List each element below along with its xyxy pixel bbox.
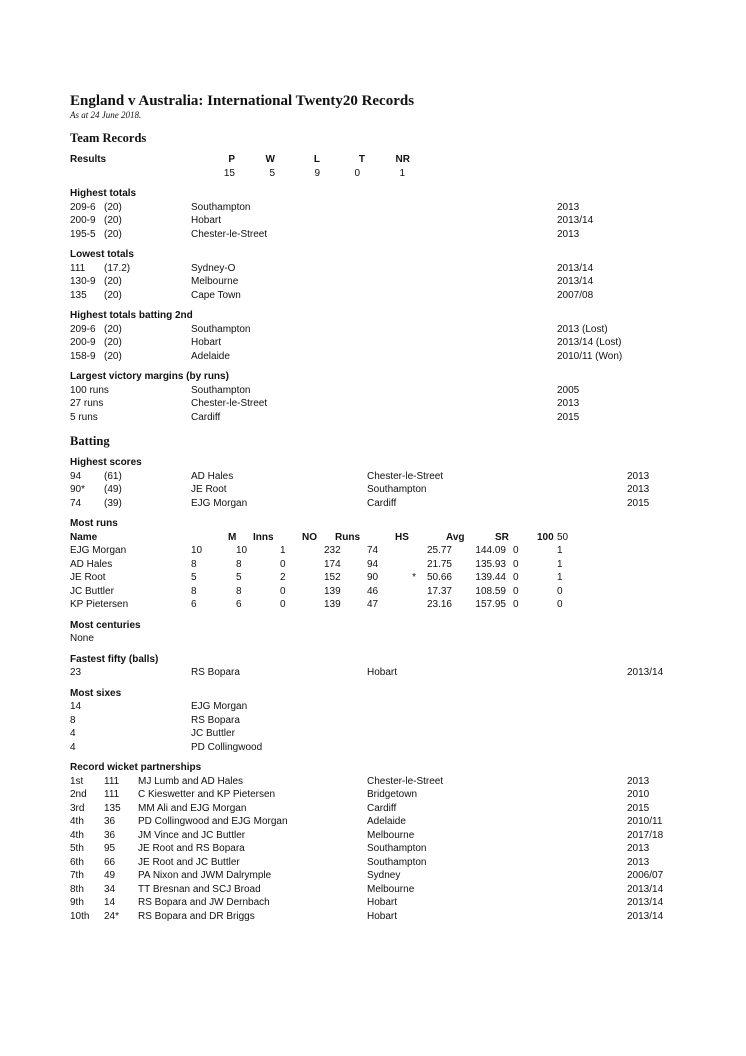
runs: 111: [104, 775, 120, 787]
venue: Melbourne: [191, 276, 239, 287]
overs: (20): [104, 289, 122, 301]
hundreds: 0: [513, 599, 519, 610]
strike-rate: 144.09: [475, 545, 506, 556]
venue: Southampton: [191, 201, 251, 213]
sixes-count: 8: [70, 714, 76, 726]
strike-rate: 108.59: [475, 585, 506, 597]
average: 25.77: [426, 545, 452, 556]
runs: 14: [104, 897, 116, 908]
results-value-l: 9: [314, 167, 320, 179]
runs: 111: [104, 789, 120, 800]
team-records-heading: Team Records: [70, 131, 147, 145]
table-row: [70, 201, 690, 215]
batting-heading: Batting: [70, 434, 110, 448]
runs: 49: [104, 870, 116, 881]
results-header-w: W: [265, 154, 275, 165]
wicket: 10th: [70, 910, 90, 922]
not-outs: 2: [280, 572, 286, 583]
venue: Southampton: [367, 484, 427, 495]
venue: Chester-le-Street: [191, 398, 268, 409]
margin: 5 runs: [70, 411, 98, 423]
season: 2010: [627, 789, 650, 800]
fifties: 1: [557, 545, 563, 556]
player-name: KP Pietersen: [70, 599, 129, 610]
venue: Hobart: [191, 215, 222, 226]
score: 90*: [70, 484, 86, 495]
score: 209-6: [70, 323, 96, 335]
season: 2013/14 (Lost): [557, 337, 622, 348]
results-header-p: P: [228, 154, 235, 165]
table-row: [70, 775, 690, 789]
venue: Melbourne: [367, 829, 415, 841]
overs: (20): [104, 350, 122, 362]
balls: (61): [104, 470, 122, 482]
wicket: 1st: [70, 775, 84, 787]
table-row: [70, 802, 690, 816]
player: RS Bopara: [191, 667, 240, 678]
runs: 174: [324, 558, 341, 570]
runs: 36: [104, 829, 116, 841]
sixes-count: 4: [70, 728, 76, 739]
table-row: [70, 214, 690, 228]
results-section: [70, 153, 690, 180]
strike-rate: 135.93: [475, 558, 506, 570]
document-subtitle: As at 24 June 2018.: [70, 110, 142, 120]
wicket: 6th: [70, 856, 84, 868]
hundreds: 0: [513, 545, 519, 556]
venue: Sydney-O: [191, 262, 236, 274]
table-row: [70, 323, 690, 337]
score: 200-9: [70, 215, 96, 226]
table-row: [70, 411, 690, 425]
balls: (49): [104, 484, 122, 495]
innings: 10: [236, 545, 248, 556]
season: 2013/14: [557, 276, 594, 287]
balls: (39): [104, 497, 122, 509]
season: 2013/14: [627, 897, 664, 908]
runs: 139: [324, 585, 341, 597]
most-centuries-value: None: [70, 633, 94, 644]
table-row: [70, 727, 690, 741]
table-row: [70, 350, 690, 364]
score: 209-6: [70, 201, 96, 213]
venue: Chester-le-Street: [191, 228, 268, 240]
table-row: [70, 856, 690, 870]
header-50: 50: [557, 531, 569, 543]
results-header-t: T: [358, 154, 365, 165]
section-heading: Record wicket partnerships: [70, 762, 202, 773]
runs: 135: [104, 802, 121, 814]
section-heading: Most centuries: [70, 619, 141, 631]
hundreds: 0: [513, 585, 519, 597]
season: 2013 (Lost): [557, 323, 608, 335]
season: 2013: [627, 775, 650, 787]
not-outs: 0: [280, 599, 286, 610]
table-row: [70, 883, 690, 897]
fastest-fifty-section: [70, 653, 690, 680]
margin: 100 runs: [70, 384, 109, 396]
player: AD Hales: [191, 470, 234, 482]
table-row: [70, 666, 690, 680]
header-hs: HS: [395, 531, 409, 543]
season: 2013: [627, 856, 650, 868]
fifties: 0: [557, 599, 563, 610]
header-avg: Avg: [446, 531, 465, 543]
margin: 27 runs: [70, 398, 104, 409]
season: 2015: [627, 497, 650, 509]
venue: Melbourne: [367, 883, 415, 895]
overs: (20): [104, 337, 122, 348]
players: TT Bresnan and SCJ Broad: [138, 883, 261, 895]
partnerships-section: [70, 761, 690, 923]
table-row: [70, 483, 690, 497]
wicket: 8th: [70, 883, 84, 895]
players: JE Root and JC Buttler: [138, 856, 240, 868]
innings: 6: [236, 599, 242, 610]
score: 135: [70, 289, 87, 301]
not-outs: 1: [280, 545, 286, 556]
sixes-count: 4: [70, 741, 76, 753]
season: 2013: [627, 484, 650, 495]
results-header-l: L: [313, 154, 320, 165]
overs: (20): [104, 215, 122, 226]
overs: (20): [104, 323, 122, 335]
strike-rate: 139.44: [475, 572, 506, 583]
player-name: AD Hales: [70, 558, 113, 570]
matches: 10: [191, 545, 203, 556]
section-heading: Highest scores: [70, 457, 142, 468]
results-value-nr: 1: [399, 167, 405, 179]
not-out-star: *: [412, 572, 416, 583]
overs: (20): [104, 276, 122, 287]
innings: 8: [236, 585, 242, 597]
high-score: 94: [367, 558, 379, 570]
section-heading: Most runs: [70, 518, 118, 529]
venue: Chester-le-Street: [367, 775, 444, 787]
season: 2015: [627, 802, 650, 814]
matches: 5: [191, 572, 197, 583]
player: EJG Morgan: [191, 701, 248, 712]
venue: Southampton: [191, 384, 251, 396]
players: JM Vince and JC Buttler: [138, 829, 246, 841]
runs: 232: [324, 545, 341, 556]
table-row: [70, 700, 690, 714]
header-sr: SR: [495, 531, 509, 543]
table-row: [70, 829, 690, 843]
most-centuries-section: [70, 619, 690, 646]
high-score: 46: [367, 585, 379, 597]
score: 200-9: [70, 337, 96, 348]
table-row: [70, 741, 690, 755]
player: RS Bopara: [191, 714, 240, 726]
venue: Southampton: [191, 323, 251, 335]
largest-victory-section: [70, 370, 690, 424]
table-row: [70, 842, 690, 856]
hundreds: 0: [513, 572, 519, 583]
venue: Sydney: [367, 870, 401, 881]
score: 195-5: [70, 228, 96, 240]
season: 2013/14: [627, 910, 664, 922]
fifties: 1: [557, 558, 563, 570]
highest-batting-2nd-section: [70, 309, 690, 363]
results-header-nr: NR: [395, 154, 410, 165]
header-name: Name: [70, 531, 98, 543]
season: 2010/11 (Won): [557, 350, 623, 362]
player-name: EJG Morgan: [70, 545, 127, 556]
document-title: England v Australia: International Twenty20 Records: [70, 93, 415, 109]
most-sixes-section: [70, 687, 690, 755]
season: 2013/14: [557, 215, 594, 226]
results-value-t: 0: [354, 167, 360, 179]
table-row: [70, 714, 690, 728]
not-outs: 0: [280, 558, 286, 570]
results-header-row: [70, 153, 690, 167]
table-row: [70, 470, 690, 484]
results-label: Results: [70, 154, 107, 165]
lowest-totals-section: [70, 248, 690, 302]
player-name: JE Root: [70, 572, 106, 583]
table-row: [70, 598, 690, 612]
sixes-count: 14: [70, 701, 82, 712]
section-heading: Most sixes: [70, 687, 122, 699]
table-row: [70, 544, 690, 558]
season: 2007/08: [557, 289, 594, 301]
season: 2013/14: [627, 883, 664, 895]
average: 21.75: [426, 558, 452, 570]
players: PD Collingwood and EJG Morgan: [138, 816, 288, 827]
runs: 152: [324, 572, 341, 583]
table-row: [70, 571, 690, 585]
strike-rate: 157.95: [475, 599, 506, 610]
document-page: [70, 92, 690, 930]
runs: 95: [104, 843, 116, 854]
table-row: [70, 228, 690, 242]
runs: 36: [104, 816, 116, 827]
venue: Cardiff: [367, 802, 397, 814]
table-row: [70, 397, 690, 411]
table-row: [70, 262, 690, 276]
venue: Chester-le-Street: [367, 470, 444, 482]
players: PA Nixon and JWM Dalrymple: [138, 870, 272, 881]
header-runs: Runs: [335, 531, 360, 543]
table-row: [70, 910, 690, 924]
venue: Cardiff: [367, 497, 397, 509]
season: 2005: [557, 384, 580, 396]
season: 2017/18: [627, 829, 664, 841]
table-row: [70, 384, 690, 398]
venue: Southampton: [367, 843, 427, 854]
venue: Hobart: [367, 910, 398, 922]
player-name: JC Buttler: [70, 585, 114, 597]
innings: 5: [236, 572, 242, 583]
runs: 139: [324, 599, 341, 610]
fifties: 1: [557, 572, 563, 583]
players: MM Ali and EJG Morgan: [138, 802, 247, 814]
season: 2010/11: [627, 816, 663, 827]
season: 2015: [557, 411, 580, 423]
season: 2006/07: [627, 870, 664, 881]
venue: Hobart: [191, 337, 222, 348]
section-heading: Highest totals batting 2nd: [70, 310, 193, 321]
season: 2013/14: [557, 262, 594, 274]
table-row: [70, 788, 690, 802]
player: PD Collingwood: [191, 741, 263, 753]
score: 74: [70, 497, 82, 509]
venue: Cardiff: [191, 411, 221, 423]
score: 94: [70, 470, 82, 482]
wicket: 5th: [70, 843, 84, 854]
overs: (20): [104, 228, 122, 240]
wicket: 7th: [70, 870, 84, 881]
players: RS Bopara and JW Dernbach: [138, 897, 270, 908]
wicket: 4th: [70, 829, 84, 841]
hundreds: 0: [513, 558, 519, 570]
header-100: 100: [537, 531, 554, 543]
most-runs-section: [70, 517, 690, 612]
season: 2013: [627, 843, 650, 854]
table-row: [70, 497, 690, 511]
wicket: 4th: [70, 816, 84, 827]
season: 2013: [557, 228, 580, 240]
table-row: [70, 558, 690, 572]
wicket: 3rd: [70, 802, 85, 814]
table-row: [70, 336, 690, 350]
not-outs: 0: [280, 585, 286, 597]
player: JC Buttler: [191, 728, 235, 739]
average: 17.37: [426, 585, 452, 597]
highest-totals-section: [70, 187, 690, 241]
overs: (20): [104, 201, 122, 213]
venue: Adelaide: [191, 350, 230, 362]
season: 2013: [557, 398, 580, 409]
results-value-w: 5: [269, 167, 275, 179]
innings: 8: [236, 558, 242, 570]
score: 158-9: [70, 350, 96, 362]
most-runs-header-row: [70, 531, 690, 545]
players: RS Bopara and DR Briggs: [138, 910, 255, 922]
matches: 6: [191, 599, 197, 610]
season: 2013: [557, 201, 580, 213]
players: JE Root and RS Bopara: [138, 843, 245, 854]
runs: 66: [104, 856, 116, 868]
header-no: NO: [302, 531, 317, 543]
results-values-row: [70, 167, 690, 181]
venue: Cape Town: [191, 289, 241, 301]
season: 2013/14: [627, 667, 664, 678]
header-inns: Inns: [253, 531, 274, 543]
venue: Bridgetown: [367, 789, 418, 800]
venue: Southampton: [367, 856, 427, 868]
players: C Kieswetter and KP Pietersen: [138, 789, 276, 800]
matches: 8: [191, 585, 197, 597]
players: MJ Lumb and AD Hales: [138, 775, 244, 787]
venue: Adelaide: [367, 816, 406, 827]
results-value-p: 15: [223, 167, 235, 179]
average: 23.16: [426, 599, 452, 610]
player: EJG Morgan: [191, 497, 248, 509]
venue: Hobart: [367, 897, 398, 908]
runs: 24*: [104, 910, 120, 922]
table-row: [70, 869, 690, 883]
runs: 34: [104, 883, 116, 895]
section-heading: Fastest fifty (balls): [70, 653, 159, 665]
table-row: [70, 815, 690, 829]
score: 111: [70, 262, 86, 274]
fifties: 0: [557, 585, 563, 597]
wicket: 9th: [70, 897, 84, 908]
balls: 23: [70, 667, 82, 678]
venue: Hobart: [367, 667, 398, 678]
high-score: 90: [367, 572, 379, 583]
wicket: 2nd: [70, 789, 87, 800]
highest-scores-section: [70, 456, 690, 510]
section-heading: Largest victory margins (by runs): [70, 371, 229, 382]
player: JE Root: [191, 484, 227, 495]
overs: (17.2): [104, 262, 131, 274]
high-score: 47: [367, 599, 379, 610]
section-heading: Highest totals: [70, 188, 137, 199]
section-heading: Lowest totals: [70, 249, 134, 260]
matches: 8: [191, 558, 197, 570]
table-row: [70, 585, 690, 599]
table-row: [70, 289, 690, 303]
table-row: [70, 275, 690, 289]
table-row: [70, 896, 690, 910]
average: 50.66: [426, 572, 452, 583]
high-score: 74: [367, 545, 379, 556]
season: 2013: [627, 470, 650, 482]
score: 130-9: [70, 276, 96, 287]
header-m: M: [228, 531, 237, 543]
